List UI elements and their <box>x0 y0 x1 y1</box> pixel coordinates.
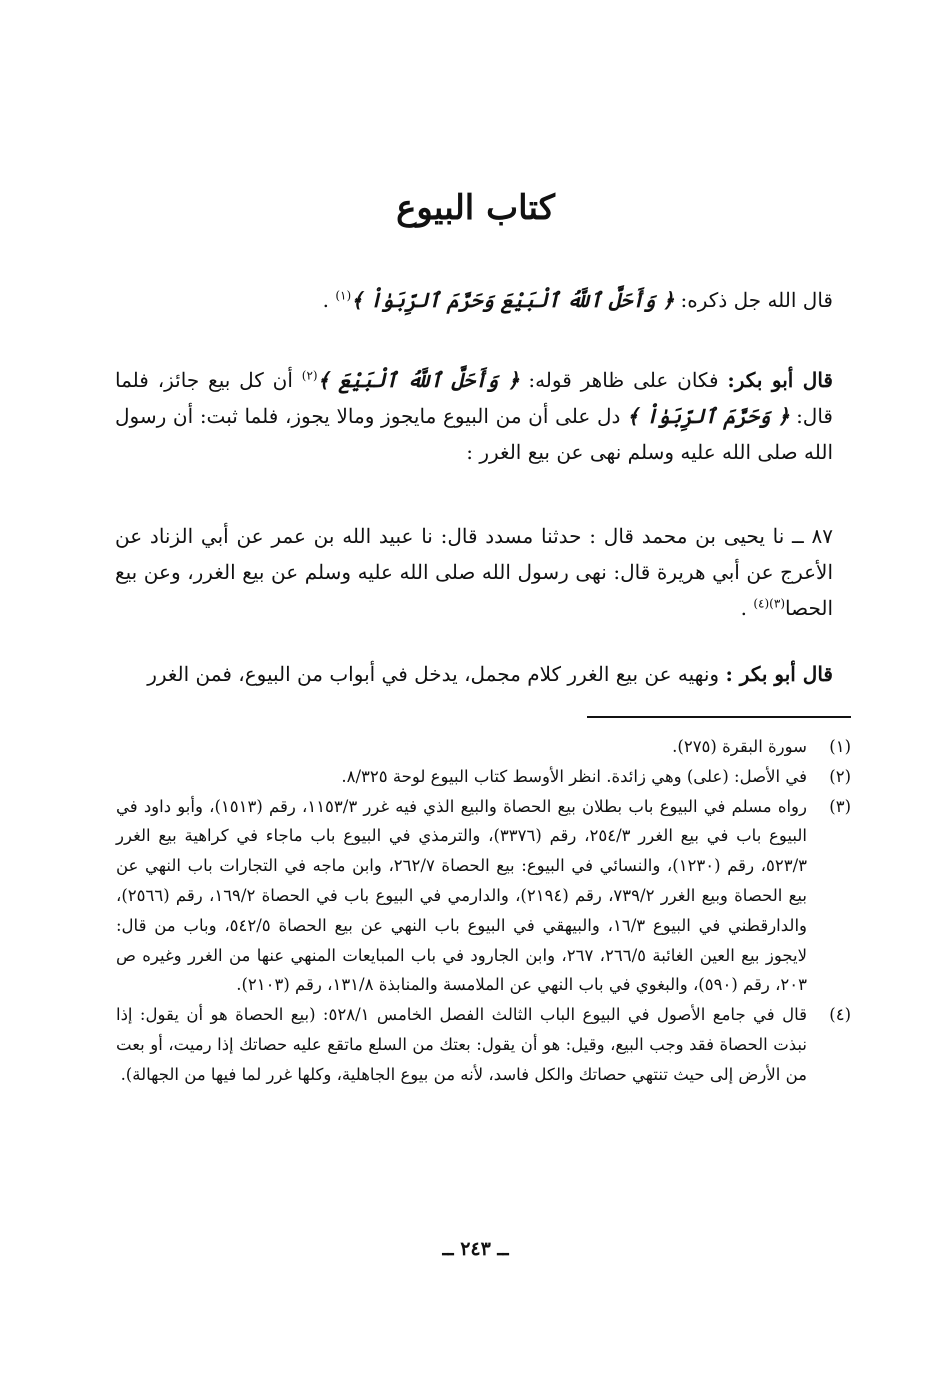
speaker-label: قال أبو بكر: <box>727 368 833 392</box>
footnote-separator <box>587 716 851 718</box>
chapter-title: كتاب البيوع <box>396 188 555 228</box>
paragraph-text: فكان على ظاهر قوله: <box>519 368 728 392</box>
footnote-text: في الأصل: (على) وهي زائدة. انظر الأوسط كتاب البيوع لوحة ٨/٣٢٥. <box>341 766 807 786</box>
footnote-text: سورة البقرة (٢٧٥). <box>672 737 807 756</box>
paragraph-quran-citation <box>115 282 833 318</box>
footnote-item <box>116 792 851 1001</box>
footnote-text: قال في جامع الأصول في البيوع الباب الثالث الفصل الخامس ٥٢٨/١: (بيع الحصاة هو أن يقول: إذا نبذت الحصاة فقد وجب البيع، وقيل: هو أن يقول: بعتك من السلع ماتقع عليه حصاتك إذا رميت، أو بعت من الأرض إلى حيث تنتهي حصاتك والكل فاسد، لأنه من بيوع الجاهلية، وكلها غرر لما فيها من الجهالة). <box>116 1005 807 1084</box>
paragraph-text: قال الله جل ذكره: <box>674 288 833 312</box>
page-number: ــ ٢٤٣ ــ <box>442 1238 509 1260</box>
footnotes <box>116 732 851 1090</box>
paragraph-hadith-87 <box>115 518 833 626</box>
footnote-marker: (٢) <box>301 368 318 383</box>
footnote-item <box>116 732 851 762</box>
paragraph-end: . <box>322 288 336 312</box>
quran-verse: ﴿ وَأَحَلَّ ٱللَّهُ ٱلْبَيْعَ وَحَرَّمَ ٱلرِّبَوٰاْ ﴾ <box>351 288 675 312</box>
footnote-number: (٢) <box>829 766 851 786</box>
paragraph-text: دل على أن من البيوع مايجوز ومالا يجوز، فلما ثبت: أن رسول الله صلى الله عليه وسلم نهى عن بيع الغرر : <box>115 404 833 464</box>
quran-verse: ﴿ وَأَحَلَّ ٱللَّهُ ٱلْبَيْعَ ﴾ <box>317 368 520 392</box>
paragraph-end: . <box>740 596 754 620</box>
footnote-number: (١) <box>829 737 851 756</box>
footnote-number: (٣) <box>829 796 851 816</box>
footnote-marker: (١) <box>335 288 352 303</box>
paragraph-text: ونهيه عن بيع الغرر كلام مجمل، يدخل في أبواب من البيوع، فمن الغرر <box>147 662 726 686</box>
footnote-item <box>116 762 851 792</box>
paragraph-abu-bakr-commentary <box>115 362 833 470</box>
speaker-label: قال أبو بكر : <box>725 662 833 686</box>
quran-verse: ﴿ وَحَرَّمَ ٱلرِّبَوٰاْ ﴾ <box>627 404 790 428</box>
footnote-text: رواه مسلم في البيوع باب بطلان بيع الحصاة والبيع الذي فيه غرر ١١٥٣/٣، رقم (١٥١٣)، وأبو داود في البيوع باب في بيع الغرر ٢٥٤/٣، رقم (٣٣٧٦)، والترمذي في البيوع باب ماجاء في كراهية بيع الغرر ٥٢٣/٣، رقم (١٢٣٠)، والنسائي في البيوع: بيع الحصاة ٢٦٢/٧، وابن ماجه في التجارات باب النهي عن بيع الحصاة وبيع الغرر ٧٣٩/٢، رقم (٢١٩٤)، والدارمي في البيوع باب في الحصاة ١٦٩/٢، رقم (٢٥٦٦)، والدارقطني في البيوع ١٦/٣، والبيهقي في البيوع باب النهي عن بيع الحصاة ٥٤٢/٥، وباب من قال: لايجوز بيع العين الغائبة ٢٦٦/٥، ٢٦٧، وابن الجارود في باب المبايعات المنهي عنها من الغرر وغيره ص ٢٠٣، رقم (٥٩٠)، والبغوي في باب النهي عن الملامسة والمنابذة ١٣١/٨، رقم (٢١٠٣). <box>116 796 807 995</box>
paragraph-abu-bakr-explanation <box>115 656 833 692</box>
footnote-marker: (٣)(٤) <box>753 596 785 611</box>
paragraph-text: أن كل بيع جائز، فلما قال: <box>115 368 833 428</box>
footnote-item <box>116 1000 851 1089</box>
hadith-text: ٨٧ ــ نا يحيى بن محمد قال : حدثنا مسدد قال: نا عبيد الله بن عمر عن أبي الزناد عن الأعرج عن أبي هريرة قال: نهى رسول الله صلى الله عليه وسلم عن بيع الغرر، وعن بيع الحصا <box>115 524 833 620</box>
footnote-number: (٤) <box>829 1005 851 1025</box>
